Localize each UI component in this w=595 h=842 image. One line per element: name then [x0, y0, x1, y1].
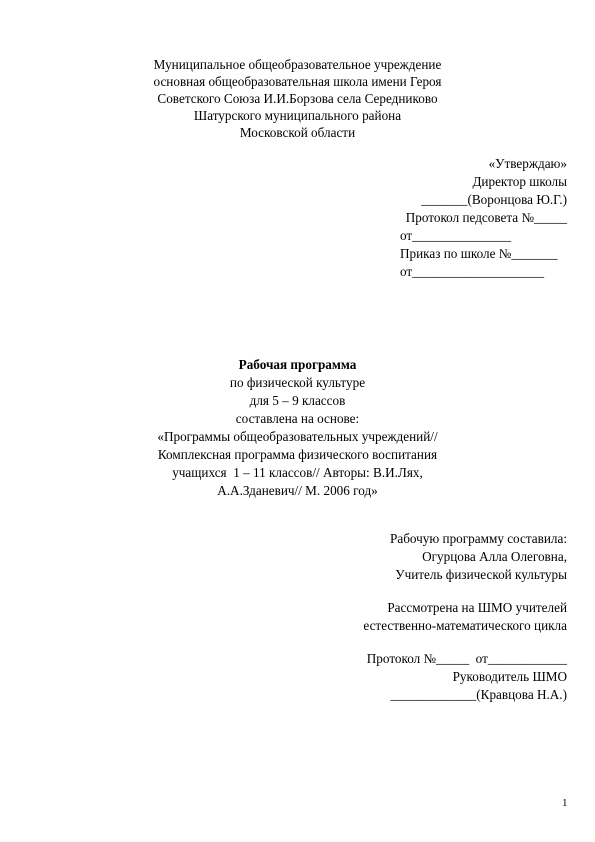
program-line: учащихся 1 – 11 классов// Авторы: В.И.Лях,	[172, 465, 423, 480]
review-line: Рассмотрена на ШМО учителей	[387, 600, 567, 615]
council-protocol: Протокол педсовета №_____	[405, 210, 567, 225]
author-label: Рабочую программу составила:	[390, 531, 567, 546]
review-head-name: _____________(Кравцова Н.А.)	[390, 687, 567, 702]
program-line: «Программы общеобразовательных учреждений//	[157, 429, 438, 444]
program-line: по физической культуре	[229, 375, 366, 390]
council-date: от_______________	[400, 228, 512, 243]
author-role: Учитель физической культуры	[395, 567, 567, 582]
author-name: Огурцова Алла Олеговна,	[422, 549, 567, 564]
header-line: Муниципальное общеобразовательное учреждение	[153, 57, 442, 72]
header-line: Шатурского муниципального района	[193, 108, 402, 123]
program-line: А.А.Зданевич// М. 2006 год»	[217, 483, 378, 498]
header-line: Московской области	[239, 125, 356, 140]
review-protocol: Протокол №_____ от____________	[366, 651, 567, 666]
review-head-label: Руководитель ШМО	[452, 669, 567, 684]
program-line: Комплексная программа физического воспитания	[157, 447, 438, 462]
review-line: естественно-математического цикла	[363, 618, 567, 633]
school-order-date: от____________________	[400, 264, 545, 279]
program-line: для 5 – 9 классов	[249, 393, 346, 408]
program-line: составлена на основе:	[235, 411, 360, 426]
header-line: Советского Союза И.И.Борзова села Середниково	[157, 91, 438, 106]
program-title: Рабочая программа	[238, 357, 357, 372]
approval-title: «Утверждаю»	[488, 156, 567, 171]
header-line: основная общеобразовательная школа имени Героя	[153, 74, 442, 89]
school-order: Приказ по школе №_______	[400, 246, 558, 261]
approval-director: _______(Воронцова Ю.Г.)	[421, 192, 567, 207]
approval-position: Директор школы	[472, 174, 567, 189]
page-number: 1	[562, 797, 568, 809]
